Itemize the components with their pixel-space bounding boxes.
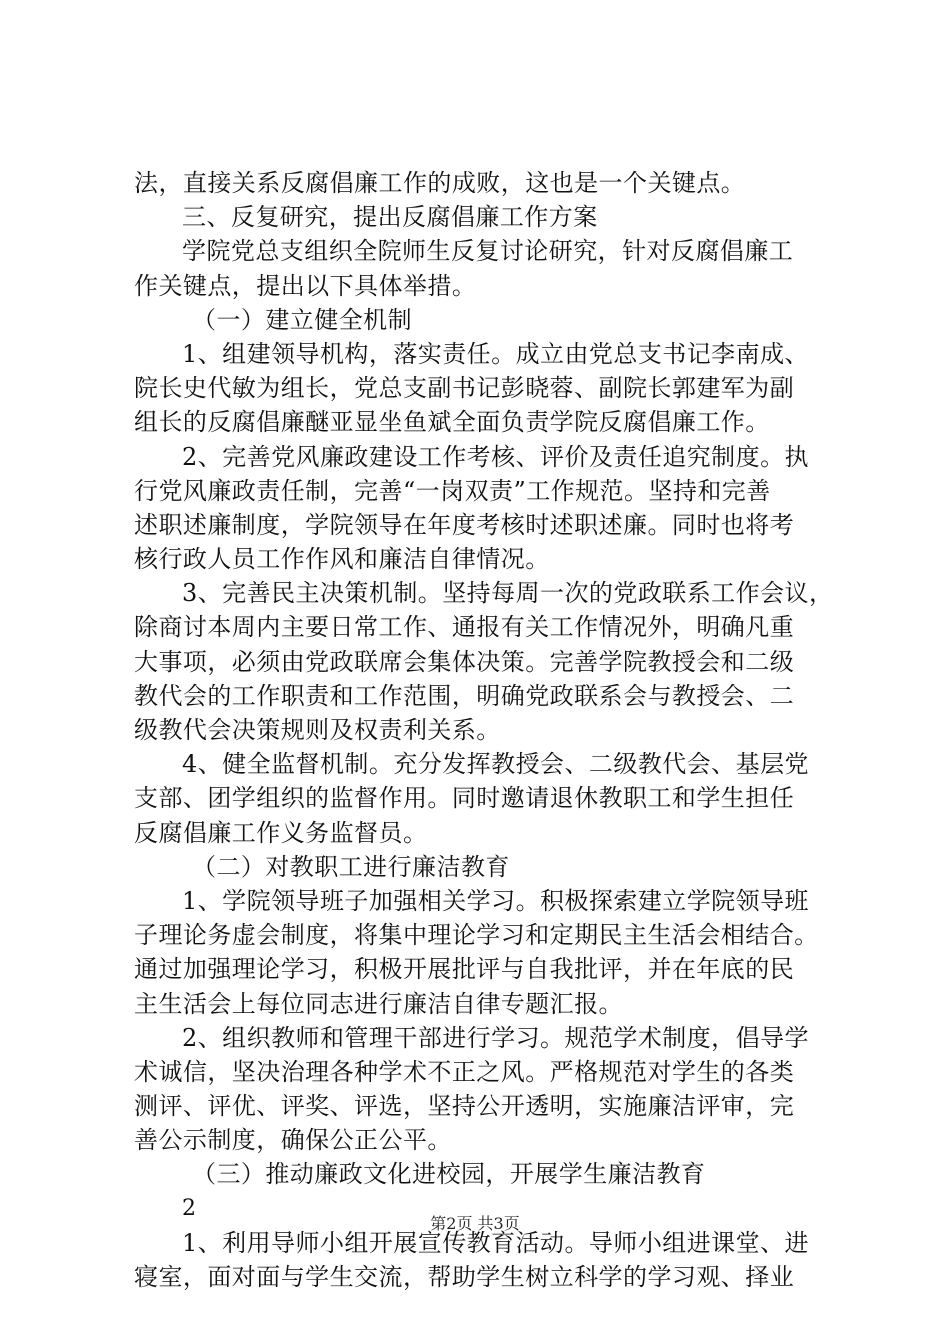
text-line: 行党风廉政责任制，完善“一岗双责”工作规范。坚持和完善 (134, 476, 771, 505)
text-line: 述职述廉制度，学院领导在年度考核时述职述廉。同时也将考 (134, 510, 795, 539)
text-line: 术诚信，坚决治理各种学术不正之风。严格规范对学生的各类 (134, 1057, 795, 1086)
subsection-heading: （三）推动廉政文化进校园，开展学生廉洁教育 (192, 1160, 706, 1189)
section-heading: 三、反复研究，提出反腐倡廉工作方案 (182, 203, 598, 232)
text-line: 1、组建领导机构，落实责任。成立由党总支书记李南成、 (182, 339, 809, 368)
text-line: 通过加强理论学习，积极开展批评与自我批评，并在年底的民 (134, 955, 795, 984)
text-line: 级教代会决策规则及权责利关系。 (134, 716, 501, 744)
text-line: 1、利用导师小组开展宣传教育活动。导师小组进课堂、进 (182, 1228, 809, 1257)
text-line: 善公示制度，确保公正公平。 (134, 1126, 452, 1155)
text-line: 院长史代敏为组长，党总支副书记彭晓蓉、副院长郭建军为副 (134, 374, 795, 403)
subsection-heading: （二）对教职工进行廉洁教育 (192, 852, 510, 881)
text-line: 4、健全监督机制。充分发挥教授会、二级教代会、基层党 (182, 750, 809, 779)
text-line: 支部、团学组织的监督作用。同时邀请退休教职工和学生担任 (134, 784, 795, 813)
text-line: 2、完善党风廉政建设工作考核、评价及责任追究制度。执 (182, 442, 809, 471)
text-line: 法，直接关系反腐倡廉工作的成败，这也是一个关键点。 (134, 169, 746, 197)
text-line: 2、组织教师和管理干部进行学习。规范学术制度，倡导学 (182, 1023, 809, 1052)
text-line: 学院党总支组织全院师生反复讨论研究，针对反腐倡廉工 (182, 237, 794, 266)
text-line: 反腐倡廉工作义务监督员。 (134, 818, 428, 847)
text-line: 除商讨本周内主要日常工作、通报有关工作情况外，明确凡重 (134, 613, 795, 642)
page-footer: 第2页 共3页 (430, 1214, 520, 1233)
subsection-heading: （一）建立健全机制 (192, 305, 413, 334)
text-line: 寝室，面对面与学生交流，帮助学生树立科学的学习观、择业 (134, 1263, 795, 1291)
text-line: 1、学院领导班子加强相关学习。积极探索建立学院领导班 (182, 886, 809, 915)
document-body (134, 166, 834, 1294)
text-line: 主生活会上每位同志进行廉洁自律专题汇报。 (134, 989, 623, 1018)
inline-page-number: 2 (182, 1195, 197, 1221)
text-line: 核行政人员工作作风和廉洁自律情况。 (134, 545, 550, 574)
text-line: 测评、评优、评奖、评选，坚持公开透明，实施廉洁评审，完 (134, 1092, 795, 1121)
text-line: 组长的反腐倡廉醚亚显坐鱼斌全面负责学院反腐倡廉工作。 (134, 408, 770, 437)
text-line: 作关键点，提出以下具体举措。 (134, 271, 477, 300)
text-line: 教代会的工作职责和工作范围，明确党政联系会与教授会、二 (134, 681, 795, 710)
text-line: 3、完善民主决策机制。坚持每周一次的党政联系工作会议， (182, 579, 834, 608)
text-line: 子理论务虚会制度，将集中理论学习和定期民主生活会相结合。 (134, 921, 819, 950)
text-line: 大事项，必须由党政联席会集体决策。完善学院教授会和二级 (134, 647, 795, 676)
